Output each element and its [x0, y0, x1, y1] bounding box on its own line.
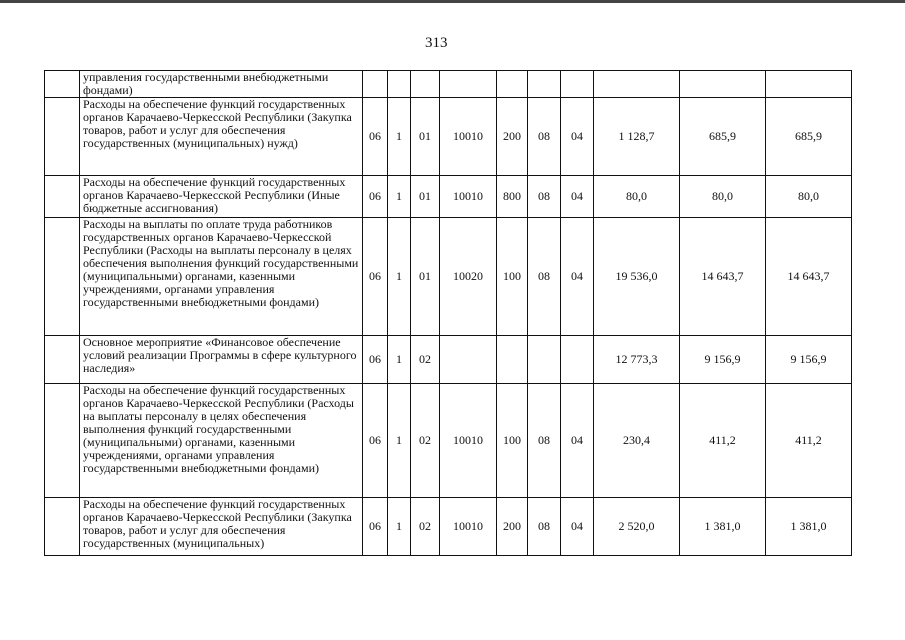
top-border-line	[0, 0, 905, 3]
page-number: 313	[425, 35, 448, 51]
code-om-cell: 02	[411, 336, 440, 384]
code-rz-cell: 08	[528, 498, 561, 556]
code-vr-cell: 100	[497, 384, 528, 498]
description-cell: Расходы на обеспечение функций государственных органов Карачаево-Черкесской Республики (Иные бюджетные ассигнования)	[80, 176, 363, 218]
code-dir-cell	[440, 336, 497, 384]
code-rz-cell: 08	[528, 384, 561, 498]
code-om-cell	[411, 71, 440, 98]
code-sub-cell: 1	[388, 176, 411, 218]
row-number-cell	[45, 218, 80, 336]
sum-2021-cell: 685,9	[680, 98, 766, 176]
code-gp-cell: 06	[363, 218, 388, 336]
code-rz-cell	[528, 71, 561, 98]
sum-2022-cell: 411,2	[766, 384, 852, 498]
code-dir-cell: 10010	[440, 98, 497, 176]
code-pr-cell: 04	[561, 218, 594, 336]
sum-2021-cell	[680, 71, 766, 98]
table-row	[45, 336, 852, 384]
code-gp-cell: 06	[363, 176, 388, 218]
sum-2021-cell: 80,0	[680, 176, 766, 218]
row-number-cell	[45, 384, 80, 498]
code-om-cell: 02	[411, 384, 440, 498]
code-dir-cell: 10010	[440, 498, 497, 556]
description-cell: управления государственными внебюджетными фондами)	[80, 71, 363, 98]
sum-2022-cell: 685,9	[766, 98, 852, 176]
code-vr-cell	[497, 71, 528, 98]
code-rz-cell: 08	[528, 218, 561, 336]
description-cell: Расходы на обеспечение функций государственных органов Карачаево-Черкесской Республики (Расходы на выплаты персоналу в целях обеспечения выполнения функций государственными (муниципальными) органами, казенными учреждениями, органами управления государственными внебюджетными фондами)	[80, 384, 363, 498]
sum-2020-cell: 12 773,3	[594, 336, 680, 384]
description-cell: Расходы на обеспечение функций государственных органов Карачаево-Черкесской Республики (Закупка товаров, работ и услуг для обеспечения государственных (муниципальных)	[80, 498, 363, 556]
sum-2021-cell: 14 643,7	[680, 218, 766, 336]
code-om-cell: 02	[411, 498, 440, 556]
code-gp-cell: 06	[363, 498, 388, 556]
sum-2020-cell: 80,0	[594, 176, 680, 218]
code-om-cell: 01	[411, 176, 440, 218]
sum-2020-cell	[594, 71, 680, 98]
code-gp-cell: 06	[363, 384, 388, 498]
code-rz-cell	[528, 336, 561, 384]
sum-2021-cell: 1 381,0	[680, 498, 766, 556]
description-cell: Расходы на обеспечение функций государственных органов Карачаево-Черкесской Республики (Закупка товаров, работ и услуг для обеспечения государственных (муниципальных) нужд)	[80, 98, 363, 176]
code-pr-cell: 04	[561, 176, 594, 218]
description-cell: Расходы на выплаты по оплате труда работников государственных органов Карачаево-Черкесской Республики (Расходы на выплаты персоналу в целях обеспечения выполнения функций государственными (муниципальными) органами, казенными учреждениями, органами управления государственными внебюджетными фондами)	[80, 218, 363, 336]
code-vr-cell: 800	[497, 176, 528, 218]
code-pr-cell: 04	[561, 498, 594, 556]
sum-2020-cell: 1 128,7	[594, 98, 680, 176]
code-pr-cell	[561, 336, 594, 384]
row-number-cell	[45, 498, 80, 556]
code-sub-cell: 1	[388, 218, 411, 336]
code-vr-cell: 200	[497, 98, 528, 176]
code-dir-cell: 10010	[440, 384, 497, 498]
code-dir-cell	[440, 71, 497, 98]
row-number-cell	[45, 176, 80, 218]
code-vr-cell: 200	[497, 498, 528, 556]
code-dir-cell: 10010	[440, 176, 497, 218]
table-row	[45, 384, 852, 498]
code-rz-cell: 08	[528, 176, 561, 218]
code-dir-cell: 10020	[440, 218, 497, 336]
code-gp-cell: 06	[363, 336, 388, 384]
code-sub-cell: 1	[388, 384, 411, 498]
code-vr-cell: 100	[497, 218, 528, 336]
code-sub-cell: 1	[388, 98, 411, 176]
description-cell: Основное мероприятие «Финансовое обеспечение условий реализации Программы в сфере культурного наследия»	[80, 336, 363, 384]
sum-2022-cell: 14 643,7	[766, 218, 852, 336]
code-pr-cell: 04	[561, 384, 594, 498]
table-row	[45, 498, 852, 556]
sum-2022-cell: 1 381,0	[766, 498, 852, 556]
table-row	[45, 218, 852, 336]
code-om-cell: 01	[411, 98, 440, 176]
table-row	[45, 176, 852, 218]
row-number-cell	[45, 71, 80, 98]
code-rz-cell: 08	[528, 98, 561, 176]
row-number-cell	[45, 336, 80, 384]
table-row	[45, 98, 852, 176]
table-row	[45, 71, 852, 98]
budget-table-body	[45, 71, 852, 556]
sum-2020-cell: 230,4	[594, 384, 680, 498]
sum-2021-cell: 411,2	[680, 384, 766, 498]
code-om-cell: 01	[411, 218, 440, 336]
code-gp-cell	[363, 71, 388, 98]
code-sub-cell: 1	[388, 498, 411, 556]
sum-2022-cell	[766, 71, 852, 98]
budget-table	[44, 70, 852, 556]
sum-2020-cell: 19 536,0	[594, 218, 680, 336]
sum-2020-cell: 2 520,0	[594, 498, 680, 556]
code-gp-cell: 06	[363, 98, 388, 176]
row-number-cell	[45, 98, 80, 176]
code-vr-cell	[497, 336, 528, 384]
code-sub-cell: 1	[388, 336, 411, 384]
code-pr-cell	[561, 71, 594, 98]
sum-2022-cell: 9 156,9	[766, 336, 852, 384]
sum-2022-cell: 80,0	[766, 176, 852, 218]
code-pr-cell: 04	[561, 98, 594, 176]
code-sub-cell	[388, 71, 411, 98]
sum-2021-cell: 9 156,9	[680, 336, 766, 384]
